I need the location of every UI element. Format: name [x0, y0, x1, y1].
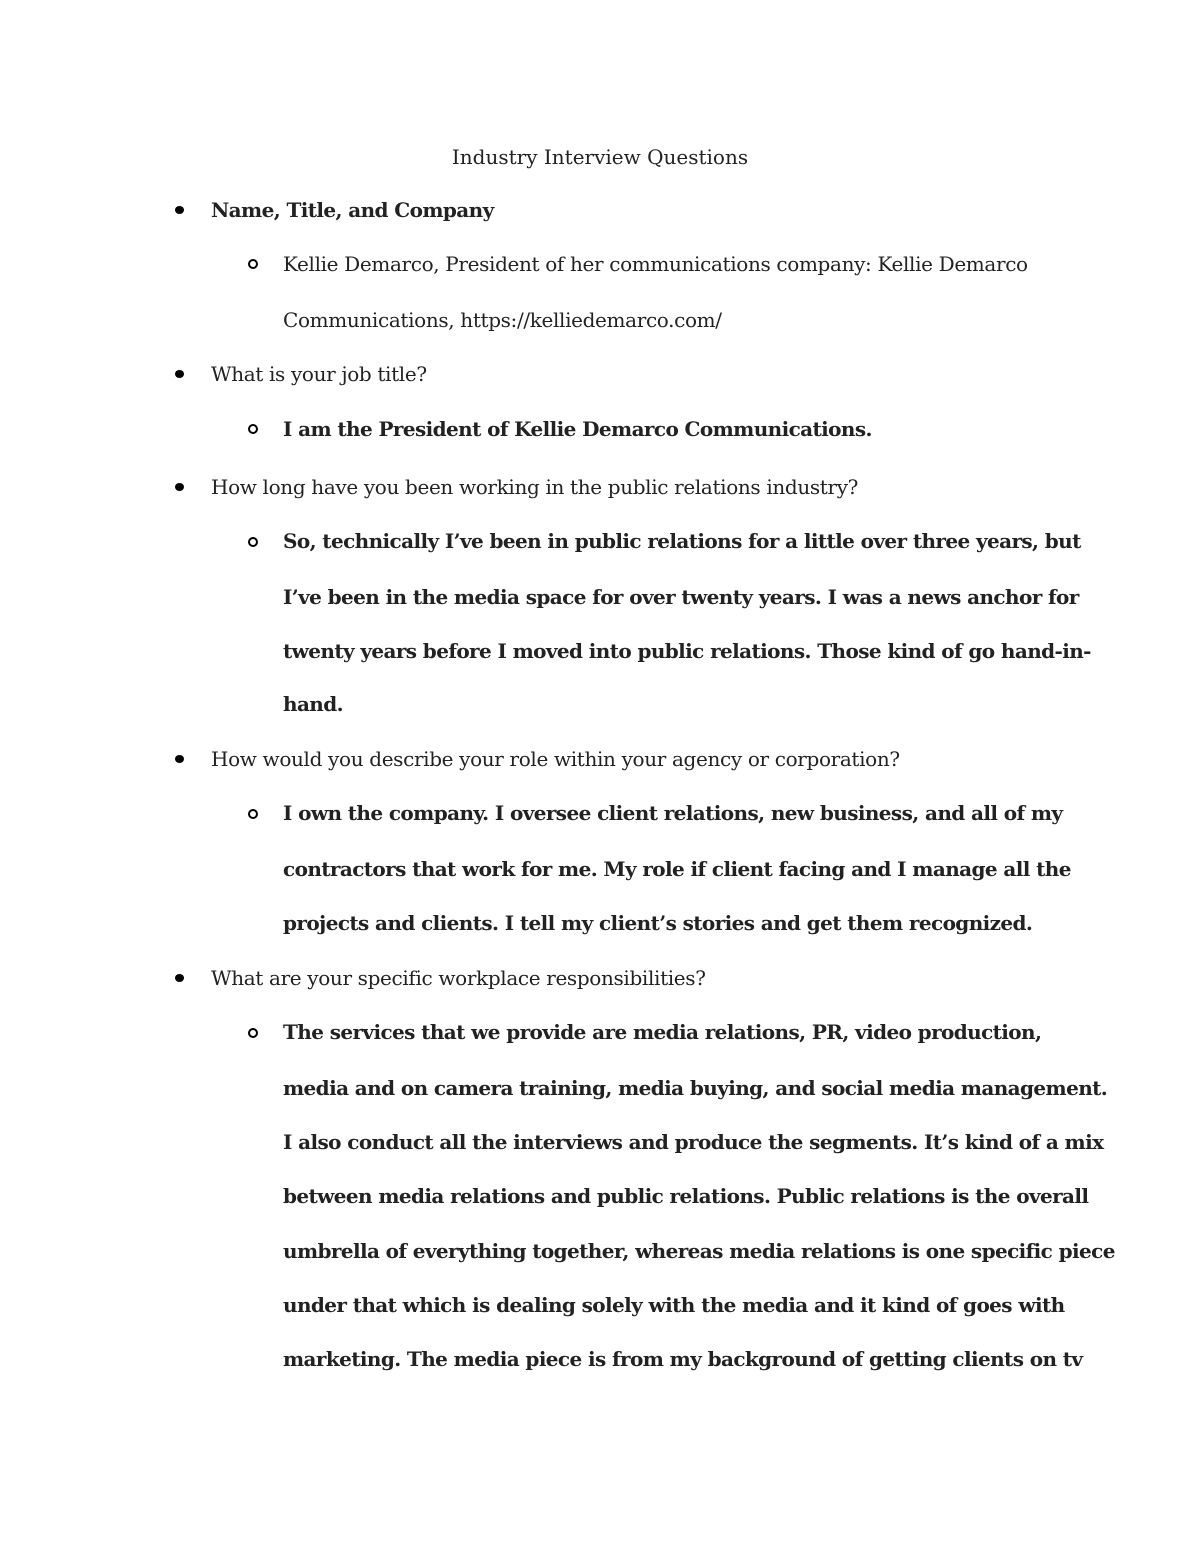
answer-line: media and on camera training, media buying, and social media management.: [283, 1076, 1108, 1100]
answer-line: hand.: [283, 692, 343, 716]
sub-bullet-icon: [248, 537, 258, 547]
answer-line: projects and clients. I tell my client’s stories and get them recognized.: [283, 911, 1033, 935]
answer-line: twenty years before I moved into public relations. Those kind of go hand-in-: [283, 639, 1091, 663]
answer-line: marketing. The media piece is from my background of getting clients on tv: [283, 1347, 1083, 1371]
question-responsibilities: What are your specific workplace responsibilities?: [211, 966, 706, 990]
answer-line: The services that we provide are media relations, PR, video production,: [283, 1020, 1042, 1044]
answer-line: Kellie Demarco, President of her communications company: Kellie Demarco: [283, 252, 1028, 276]
answer-line: between media relations and public relations. Public relations is the overall: [283, 1184, 1089, 1208]
bullet-icon: [175, 206, 184, 214]
answer-line: contractors that work for me. My role if client facing and I manage all the: [283, 857, 1071, 881]
question-years-in-pr: How long have you been working in the public relations industry?: [211, 475, 859, 499]
question-role-description: How would you describe your role within your agency or corporation?: [211, 747, 900, 771]
bullet-icon: [175, 370, 184, 378]
document-title: Industry Interview Questions: [451, 145, 749, 169]
sub-bullet-icon: [248, 259, 258, 269]
answer-line: umbrella of everything together, whereas media relations is one specific piece: [283, 1239, 1115, 1263]
answer-line: I am the President of Kellie Demarco Communications.: [283, 417, 872, 441]
bullet-icon: [175, 755, 184, 763]
bullet-icon: [175, 974, 184, 982]
sub-bullet-icon: [248, 424, 258, 434]
question-job-title: What is your job title?: [211, 362, 427, 386]
answer-line: under that which is dealing solely with the media and it kind of goes with: [283, 1293, 1065, 1317]
bullet-icon: [175, 483, 184, 491]
answer-line: I own the company. I oversee client relations, new business, and all of my: [283, 801, 1063, 825]
answer-line: Communications, https://kelliedemarco.com/: [283, 308, 722, 332]
sub-bullet-icon: [248, 1028, 258, 1038]
answer-line: I’ve been in the media space for over twenty years. I was a news anchor for: [283, 585, 1079, 609]
answer-line: I also conduct all the interviews and produce the segments. It’s kind of a mix: [283, 1130, 1104, 1154]
answer-line: So, technically I’ve been in public relations for a little over three years, but: [283, 529, 1081, 553]
sub-bullet-icon: [248, 809, 258, 819]
question-name-title-company: Name, Title, and Company: [211, 198, 494, 222]
